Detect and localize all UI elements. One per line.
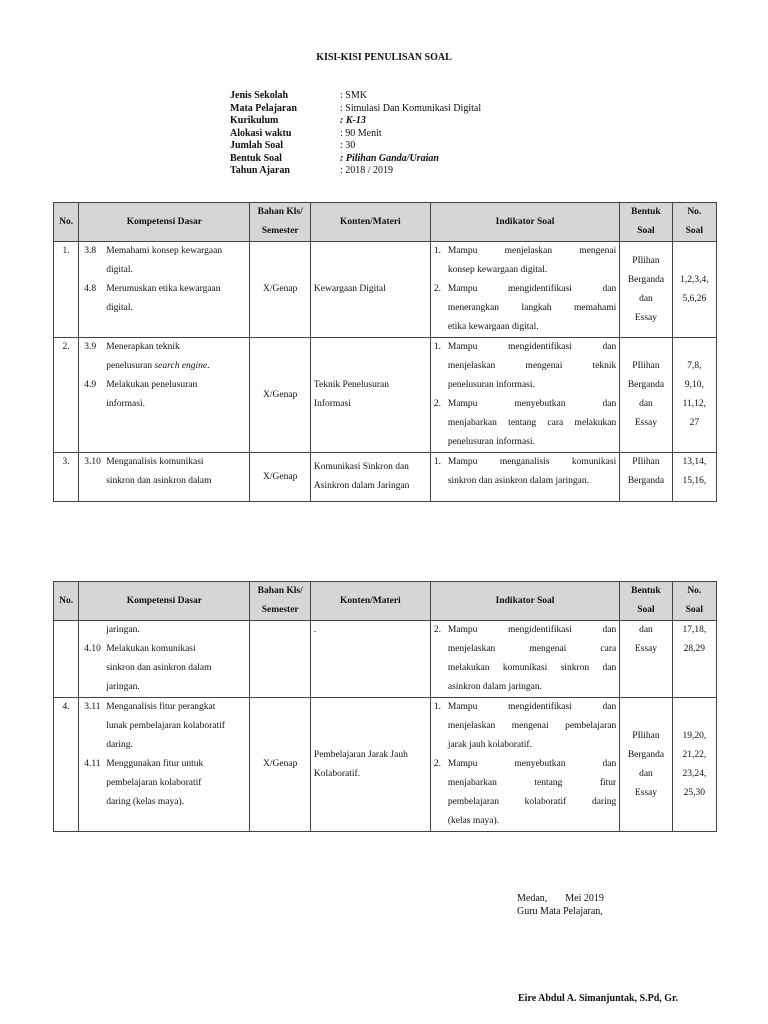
indikator-item bbox=[434, 453, 616, 491]
kd-line: jaringan. bbox=[106, 682, 140, 692]
kd-line: pembelajaran kolaboratif bbox=[106, 778, 202, 788]
indikator-text bbox=[448, 280, 616, 337]
cell-no bbox=[54, 242, 79, 338]
cell-bentuk bbox=[620, 242, 672, 338]
bahan-value: X/Genap bbox=[263, 284, 298, 294]
indikator-line: jarak jauh kolaboratif. bbox=[447, 740, 532, 750]
table-header-row bbox=[54, 582, 717, 621]
nosoal-line: 7,8, bbox=[687, 361, 702, 371]
kd-text bbox=[106, 280, 246, 318]
kompetensi-item bbox=[82, 376, 246, 414]
cell-bentuk bbox=[620, 453, 672, 502]
header-kompetensi: Kompetensi Dasar bbox=[79, 582, 250, 621]
cell-no bbox=[54, 698, 79, 832]
kd-line: daring (kelas maya). bbox=[106, 797, 185, 807]
header-bentuk-line2: Soal bbox=[637, 605, 655, 615]
indikator-line: penelusuran informasi. bbox=[447, 437, 535, 447]
cell-indikator bbox=[430, 453, 619, 502]
konten-line: Informasi bbox=[313, 399, 351, 409]
cell-no bbox=[54, 453, 79, 502]
cell-bahan bbox=[250, 242, 310, 338]
indikator-item bbox=[434, 395, 616, 452]
header-nosoal-line1: No. bbox=[687, 207, 702, 217]
sign-month: Mei 2019 bbox=[565, 893, 604, 904]
header-bentuk-line1: Bentuk bbox=[631, 586, 661, 596]
meta-label: Tahun Ajaran bbox=[230, 165, 290, 176]
nosoal-line: 13,14, bbox=[682, 457, 707, 467]
kd-number: 3.10 bbox=[84, 457, 101, 467]
indikator-list bbox=[431, 242, 619, 337]
table-row bbox=[54, 621, 717, 698]
kd-line: Melakukan komunikasi bbox=[106, 644, 196, 654]
kd-text: jaringan. bbox=[106, 625, 140, 635]
indikator-item bbox=[434, 755, 616, 831]
document-meta bbox=[230, 90, 481, 178]
sign-city: Medan, bbox=[517, 893, 548, 904]
cell-kompetensi bbox=[79, 338, 250, 453]
konten-line: Kewargaan Digital bbox=[313, 284, 386, 294]
bentuk-line: Berganda bbox=[627, 476, 665, 486]
kompetensi-item bbox=[82, 242, 246, 280]
nomor-soal bbox=[673, 271, 716, 309]
konten-text bbox=[311, 746, 430, 784]
table-row bbox=[54, 453, 717, 502]
header-bahan bbox=[250, 203, 310, 242]
kd-text bbox=[106, 338, 246, 376]
header-indikator: Indikator Soal bbox=[430, 582, 619, 621]
konten-line: Teknik Penelusuran bbox=[313, 380, 389, 390]
indikator-line: Mampu mengidentifikasi dan bbox=[447, 625, 617, 635]
header-bahan-line1: Bahan Kls/ bbox=[257, 207, 303, 217]
kompetensi-item bbox=[82, 755, 246, 812]
header-nosoal-line1: No. bbox=[687, 586, 702, 596]
kd-number: 3.11 bbox=[84, 702, 101, 712]
bentuk-line: Essay bbox=[634, 418, 658, 428]
indikator-line: Mampu menyebutkan dan bbox=[447, 759, 617, 769]
indikator-number: 2. bbox=[433, 284, 441, 294]
nosoal-line: 11,12, bbox=[682, 399, 707, 409]
header-bahan-line1: Bahan Kls/ bbox=[257, 586, 303, 596]
cell-kompetensi bbox=[79, 621, 250, 698]
indikator-text bbox=[448, 395, 616, 452]
kd-number: 3.8 bbox=[84, 246, 97, 256]
konten-line: Komunikasi Sinkron dan bbox=[313, 462, 409, 472]
indikator-number: 2. bbox=[433, 625, 441, 635]
kompetensi-list bbox=[79, 453, 249, 491]
nosoal-line: 25,30 bbox=[683, 787, 705, 798]
bentuk-line: dan bbox=[639, 625, 653, 635]
kd-line: Memahami konsep kewargaan bbox=[106, 246, 223, 256]
cell-konten bbox=[310, 242, 430, 338]
nomor-soal bbox=[673, 621, 716, 659]
indikator-line: Mampu menganalisis komunikasi bbox=[447, 457, 617, 467]
indikator-line: menjelaskan mengenai pembelajaran bbox=[447, 721, 617, 731]
cell-kompetensi bbox=[79, 453, 250, 502]
header-bentuk-line1: Bentuk bbox=[631, 207, 661, 217]
bentuk-soal bbox=[620, 727, 671, 803]
meta-label: Bentuk Soal bbox=[230, 152, 282, 164]
meta-row bbox=[230, 140, 481, 153]
header-nosoal-line2: Soal bbox=[685, 605, 704, 615]
indikator-number: 1. bbox=[433, 342, 441, 352]
cell-bahan bbox=[250, 338, 310, 453]
header-bahan bbox=[250, 582, 310, 621]
meta-row bbox=[230, 90, 481, 103]
bahan-value: X/Genap bbox=[263, 389, 298, 400]
cell-nosoal bbox=[672, 242, 716, 338]
bentuk-line: Berganda bbox=[627, 749, 665, 760]
indikator-item bbox=[434, 280, 616, 337]
indikator-number: 2. bbox=[433, 759, 441, 769]
kompetensi-list bbox=[79, 242, 249, 318]
meta-value: : 2018 / 2019 bbox=[340, 165, 394, 176]
kd-line: Merumuskan etika kewargaan bbox=[106, 284, 221, 294]
kompetensi-item bbox=[82, 640, 246, 697]
indikator-text bbox=[448, 242, 616, 280]
cell-konten bbox=[310, 338, 430, 453]
header-indikator: Indikator Soal bbox=[430, 203, 619, 242]
cell-bahan bbox=[250, 453, 310, 502]
bentuk-soal bbox=[620, 621, 671, 659]
indikator-list bbox=[431, 338, 619, 452]
indikator-line: menjelaskan mengenai teknik bbox=[447, 361, 617, 371]
konten-line: . bbox=[313, 625, 317, 635]
kd-text bbox=[106, 755, 246, 812]
kd-line: digital. bbox=[106, 303, 133, 313]
bentuk-line: Berganda bbox=[627, 380, 665, 390]
indikator-line: konsep kewargaan digital. bbox=[447, 265, 548, 275]
nosoal-line: 21,22, bbox=[682, 749, 707, 760]
konten-line: Asinkron dalam Jaringan bbox=[313, 481, 410, 491]
bentuk-line: PIlihan bbox=[632, 361, 660, 371]
kd-line: Menganalisis fitur perangkat bbox=[106, 702, 216, 712]
kd-line: Melakukan penelusuran bbox=[106, 380, 198, 390]
nosoal-line: 9,10, bbox=[684, 380, 704, 390]
cell-bentuk bbox=[620, 338, 672, 453]
cell-indikator bbox=[430, 621, 619, 698]
indikator-line: menjabarkan tentang fitur bbox=[447, 778, 617, 788]
kd-line: Menggunakan fitur untuk bbox=[106, 759, 204, 769]
meta-row bbox=[230, 153, 481, 166]
cell-bentuk bbox=[620, 698, 672, 832]
bahan-value: X/Genap bbox=[263, 471, 298, 482]
kd-line: penelusuran search engine. bbox=[106, 361, 210, 371]
indikator-number: 1. bbox=[433, 457, 441, 467]
kd-number: 4.9 bbox=[84, 380, 97, 390]
kd-number: 3.9 bbox=[84, 342, 97, 352]
cell-nosoal bbox=[672, 453, 716, 502]
bentuk-line: PIlihan bbox=[632, 255, 660, 266]
konten-line: Pembelajaran Jarak Jauh bbox=[313, 749, 408, 760]
kd-text bbox=[106, 376, 246, 414]
nosoal-line: 23,24, bbox=[682, 768, 707, 779]
kompetensi-continued bbox=[82, 621, 246, 640]
row-number: 1. bbox=[62, 246, 70, 256]
indikator-line: Mampu mengidentifikasi dan bbox=[447, 702, 617, 712]
table-row bbox=[54, 242, 717, 338]
bentuk-soal bbox=[620, 453, 671, 491]
nomor-soal bbox=[673, 453, 716, 491]
nosoal-line: 15,16, bbox=[682, 476, 707, 486]
bentuk-line: PIlihan bbox=[632, 730, 660, 741]
kompetensi-list bbox=[79, 621, 249, 697]
indikator-line: Mampu menyebutkan dan bbox=[447, 399, 617, 409]
kompetensi-list bbox=[79, 698, 249, 812]
signer-name: Eire Abdul A. Simanjuntak, S.Pd, Gr. bbox=[518, 993, 679, 1004]
cell-konten bbox=[310, 698, 430, 832]
cell-no bbox=[54, 338, 79, 453]
kompetensi-list bbox=[79, 338, 249, 414]
indikator-item bbox=[434, 338, 616, 395]
table-row bbox=[54, 698, 717, 832]
kompetensi-item bbox=[82, 280, 246, 318]
cell-kompetensi bbox=[79, 242, 250, 338]
indikator-line: sinkron dan asinkron dalam jaringan. bbox=[447, 476, 589, 486]
meta-label: Jenis Sekolah bbox=[230, 90, 289, 101]
indikator-line: Mampu mengidentifikasi dan bbox=[447, 342, 617, 352]
meta-value: : 90 Menit bbox=[340, 127, 382, 139]
header-nosoal bbox=[672, 203, 716, 242]
indikator-line: Mampu menjelaskan mengenai bbox=[447, 246, 617, 256]
indikator-item bbox=[434, 698, 616, 755]
nosoal-line: 27 bbox=[689, 418, 700, 428]
signature-block bbox=[517, 893, 604, 918]
sign-place-date bbox=[517, 893, 604, 906]
cell-indikator bbox=[430, 698, 619, 832]
meta-label: Kurikulum bbox=[230, 115, 279, 126]
indikator-list bbox=[431, 698, 619, 831]
kisi-table-page-2 bbox=[53, 581, 717, 832]
meta-value: : SMK bbox=[340, 90, 367, 101]
kd-text bbox=[106, 242, 246, 280]
kd-line: informasi. bbox=[106, 399, 145, 409]
header-bahan-line2: Semester bbox=[261, 226, 299, 236]
indikator-item bbox=[434, 242, 616, 280]
row-number: 4. bbox=[62, 702, 70, 712]
cell-bahan bbox=[250, 698, 310, 832]
indikator-text bbox=[448, 698, 616, 755]
cell-konten bbox=[310, 621, 430, 698]
document-title: KISI-KISI PENULISAN SOAL bbox=[316, 52, 452, 63]
indikator-text bbox=[448, 755, 616, 831]
kd-line: Menganalisis komunikasi bbox=[106, 457, 204, 467]
bentuk-line: Berganda bbox=[627, 274, 665, 285]
nosoal-line: 1,2,3,4, bbox=[680, 274, 709, 285]
kd-number: 4.10 bbox=[84, 644, 101, 654]
konten-text bbox=[311, 621, 430, 640]
nosoal-line: 28,29 bbox=[683, 644, 705, 654]
konten-text bbox=[311, 376, 430, 414]
indikator-list bbox=[431, 621, 619, 697]
indikator-line: asinkron dalam jaringan. bbox=[447, 682, 542, 692]
header-no: No. bbox=[54, 582, 79, 621]
indikator-line: menerangkan langkah memahami bbox=[447, 303, 617, 313]
kd-line: daring. bbox=[106, 740, 133, 750]
bentuk-line: Essay bbox=[634, 312, 658, 323]
bentuk-line: Essay bbox=[634, 787, 658, 798]
bentuk-line: dan bbox=[639, 293, 653, 304]
cell-konten bbox=[310, 453, 430, 502]
table-header-row bbox=[54, 203, 717, 242]
row-number: 3. bbox=[62, 457, 70, 467]
kd-text bbox=[106, 453, 246, 491]
nosoal-line: 19,20, bbox=[682, 730, 707, 741]
meta-row bbox=[230, 165, 481, 178]
indikator-number: 1. bbox=[433, 246, 441, 256]
indikator-line: menjabarkan tentang cara melakukan bbox=[447, 418, 617, 428]
meta-value: : Pilihan Ganda/Uraian bbox=[340, 152, 439, 164]
kd-line: sinkron dan asinkron dalam bbox=[106, 663, 212, 673]
meta-value: : Simulasi Dan Komunikasi Digital bbox=[340, 102, 482, 114]
indikator-line: pembelajaran kolaboratif daring bbox=[447, 797, 617, 807]
header-kompetensi: Kompetensi Dasar bbox=[79, 203, 250, 242]
meta-label: Mata Pelajaran bbox=[230, 102, 297, 114]
konten-line: Kolaboratif. bbox=[313, 768, 361, 779]
cell-no bbox=[54, 621, 79, 698]
meta-label: Alokasi waktu bbox=[230, 127, 292, 139]
header-no: No. bbox=[54, 203, 79, 242]
indikator-line: penelusuran informasi. bbox=[447, 380, 535, 390]
indikator-line: etika kewargaan digital. bbox=[447, 322, 539, 332]
bentuk-line: PIlihan bbox=[632, 457, 660, 467]
indikator-number: 2. bbox=[433, 399, 441, 409]
bahan-value: X/Genap bbox=[263, 759, 298, 769]
cell-bahan bbox=[250, 621, 310, 698]
cell-bentuk bbox=[620, 621, 672, 698]
cell-kompetensi bbox=[79, 698, 250, 832]
kd-line: Menerapkan teknik bbox=[106, 342, 180, 352]
cell-nosoal bbox=[672, 698, 716, 832]
cell-nosoal bbox=[672, 621, 716, 698]
kompetensi-item bbox=[82, 698, 246, 755]
bentuk-line: dan bbox=[639, 768, 653, 779]
meta-value: : 30 bbox=[340, 140, 356, 151]
kd-line: digital. bbox=[106, 265, 133, 275]
nomor-soal bbox=[673, 357, 716, 433]
kd-text bbox=[106, 640, 246, 697]
indikator-text bbox=[448, 621, 616, 697]
header-bahan-line2: Semester bbox=[261, 605, 299, 615]
header-nosoal-line2: Soal bbox=[685, 226, 704, 236]
kd-number: 4.11 bbox=[84, 759, 101, 769]
nosoal-line: 5,6,26 bbox=[682, 293, 707, 304]
cell-nosoal bbox=[672, 338, 716, 453]
indikator-line: (kelas maya). bbox=[447, 816, 499, 826]
indikator-number: 1. bbox=[433, 702, 441, 712]
indikator-item bbox=[434, 621, 616, 697]
cell-indikator bbox=[430, 242, 619, 338]
meta-label: Jumlah Soal bbox=[230, 140, 284, 151]
kd-line: sinkron dan asinkron dalam bbox=[106, 476, 212, 486]
meta-row bbox=[230, 115, 481, 128]
cell-indikator bbox=[430, 338, 619, 453]
indikator-line: melakukan komunikasi sinkron dan bbox=[447, 663, 617, 673]
meta-row bbox=[230, 103, 481, 116]
header-konten: Konten/Materi bbox=[310, 582, 430, 621]
kd-line: lunak pembelajaran kolaboratif bbox=[106, 721, 225, 731]
indikator-text bbox=[448, 453, 616, 491]
indikator-line: menjelaskan mengenai cara bbox=[447, 644, 617, 654]
bentuk-soal bbox=[620, 357, 671, 433]
kompetensi-item bbox=[82, 453, 246, 491]
header-nosoal bbox=[672, 582, 716, 621]
header-bentuk bbox=[620, 582, 672, 621]
meta-value: : K-13 bbox=[340, 115, 366, 126]
header-bentuk-line2: Soal bbox=[637, 226, 655, 236]
indikator-list bbox=[431, 453, 619, 491]
row-number: 2. bbox=[62, 342, 70, 352]
indikator-text bbox=[448, 338, 616, 395]
kd-number: 4.8 bbox=[84, 284, 97, 294]
kd-number bbox=[82, 621, 106, 640]
kd-text bbox=[106, 698, 246, 755]
kisi-table-page-1 bbox=[53, 202, 717, 502]
konten-text bbox=[311, 280, 430, 299]
nomor-soal bbox=[673, 727, 716, 803]
sign-role: Guru Mata Pelajaran, bbox=[517, 905, 603, 917]
bentuk-line: Essay bbox=[634, 644, 658, 654]
konten-text bbox=[311, 458, 430, 496]
bentuk-soal bbox=[620, 252, 671, 328]
indikator-line: Mampu mengidentifikasi dan bbox=[447, 284, 617, 294]
header-bentuk bbox=[620, 203, 672, 242]
meta-row bbox=[230, 128, 481, 141]
header-konten: Konten/Materi bbox=[310, 203, 430, 242]
kompetensi-item bbox=[82, 338, 246, 376]
table-row bbox=[54, 338, 717, 453]
nosoal-line: 17,18, bbox=[682, 625, 707, 635]
bentuk-line: dan bbox=[639, 399, 653, 409]
